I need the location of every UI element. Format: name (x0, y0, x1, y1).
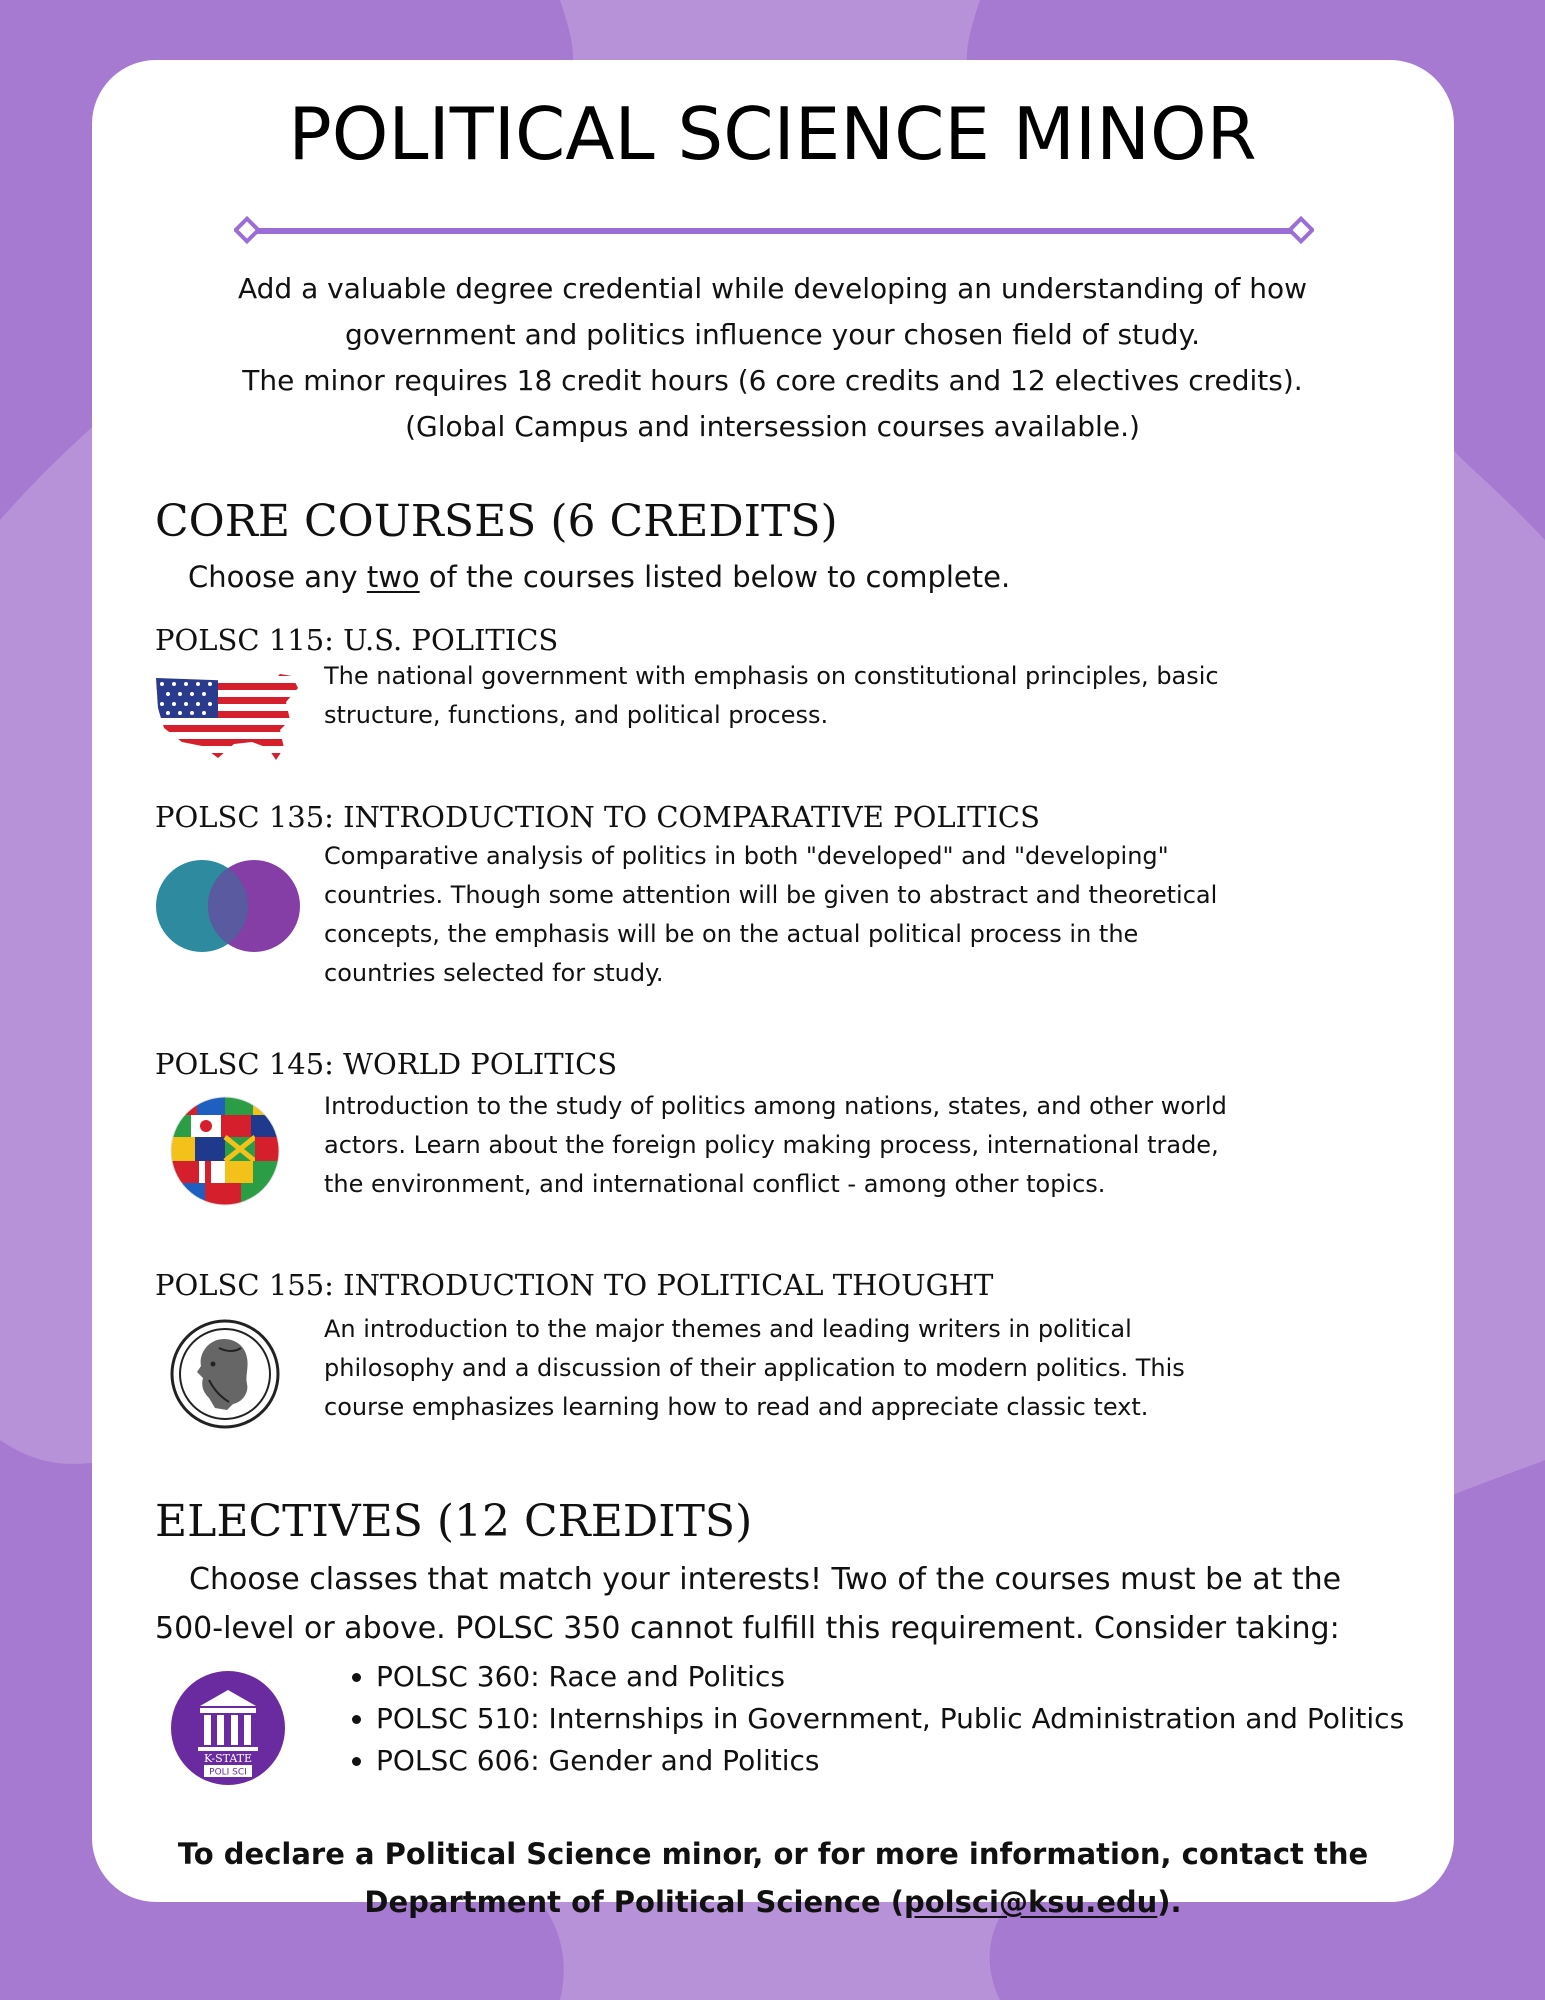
email-link[interactable]: polsci@ksu.edu (903, 1885, 1158, 1919)
course-desc-polsc-155 (324, 1310, 1185, 1427)
desc-line: concepts, the emphasis will be on the actual political process in the (324, 920, 1139, 948)
course-title-polsc-135: POLSC 135: INTRODUCTION TO COMPARATIVE POLITICS (155, 800, 1040, 834)
badge-line-2: POLI SCI (209, 1767, 247, 1778)
course-title-polsc-155: POLSC 155: INTRODUCTION TO POLITICAL THOUGHT (155, 1268, 994, 1302)
core-instruction: Choose any two of the courses listed below to complete. (188, 560, 1011, 594)
desc-line: course emphasizes learning how to read and appreciate classic text. (324, 1393, 1149, 1421)
core-courses-heading: CORE COURSES (6 CREDITS) (155, 496, 838, 547)
venn-diagram-icon (152, 856, 304, 956)
footer-line: Department of Political Science (polsci@ksu.edu). (364, 1885, 1182, 1919)
philosopher-coin-icon (169, 1318, 281, 1430)
desc-line: An introduction to the major themes and leading writers in political (324, 1315, 1132, 1343)
desc-line: countries. Though some attention will be given to abstract and theoretical (324, 881, 1218, 909)
intro-line: (Global Campus and intersession courses available.) (405, 410, 1140, 443)
title-divider (234, 216, 1314, 246)
desc-line: the environment, and international conflict - among other topics. (324, 1170, 1106, 1198)
desc-line: philosophy and a discussion of their application to modern politics. This (324, 1354, 1185, 1382)
course-desc-polsc-115 (324, 657, 1219, 735)
list-item: • POLSC 606: Gender and Politics (376, 1740, 1404, 1782)
electives-line: Choose classes that match your interests! Two of the courses must be at the (189, 1562, 1342, 1597)
desc-line: countries selected for study. (324, 959, 664, 987)
badge-line-1: K-STATE (203, 1752, 253, 1765)
kstate-poli-sci-logo (170, 1670, 286, 1786)
elective-list (342, 1656, 1404, 1782)
intro-line: Add a valuable degree credential while developing an understanding of how (237, 272, 1308, 305)
emphasis-two: two (366, 560, 420, 594)
course-desc-polsc-135 (324, 837, 1217, 993)
desc-line: The national government with emphasis on constitutional principles, basic (324, 662, 1219, 690)
us-flag-map-icon (152, 668, 302, 764)
electives-heading: ELECTIVES (12 CREDITS) (155, 1496, 753, 1547)
course-desc-polsc-145 (324, 1087, 1227, 1204)
intro-line: government and politics influence your chosen field of study. (344, 318, 1201, 351)
page-title: POLITICAL SCIENCE MINOR (288, 92, 1257, 176)
electives-line: 500-level or above. POLSC 350 cannot fulfill this requirement. Consider taking: (155, 1611, 1340, 1646)
intro-text (140, 266, 1405, 450)
intro-line: The minor requires 18 credit hours (6 core credits and 12 electives credits). (242, 364, 1303, 397)
flag-globe-icon (169, 1095, 281, 1207)
desc-line: Introduction to the study of politics among nations, states, and other world (324, 1092, 1227, 1120)
electives-description (155, 1555, 1385, 1653)
list-item: • POLSC 360: Race and Politics (376, 1656, 1404, 1698)
list-item: • POLSC 510: Internships in Government, Public Administration and Politics (376, 1698, 1404, 1740)
footer-contact (92, 1830, 1454, 1926)
course-title-polsc-145: POLSC 145: WORLD POLITICS (155, 1047, 618, 1081)
desc-line: actors. Learn about the foreign policy making process, international trade, (324, 1131, 1219, 1159)
desc-line: Comparative analysis of politics in both "developed" and "developing" (324, 842, 1169, 870)
course-title-polsc-115: POLSC 115: U.S. POLITICS (155, 623, 559, 657)
footer-line: To declare a Political Science minor, or for more information, contact the (177, 1837, 1369, 1871)
desc-line: structure, functions, and political process. (324, 701, 829, 729)
